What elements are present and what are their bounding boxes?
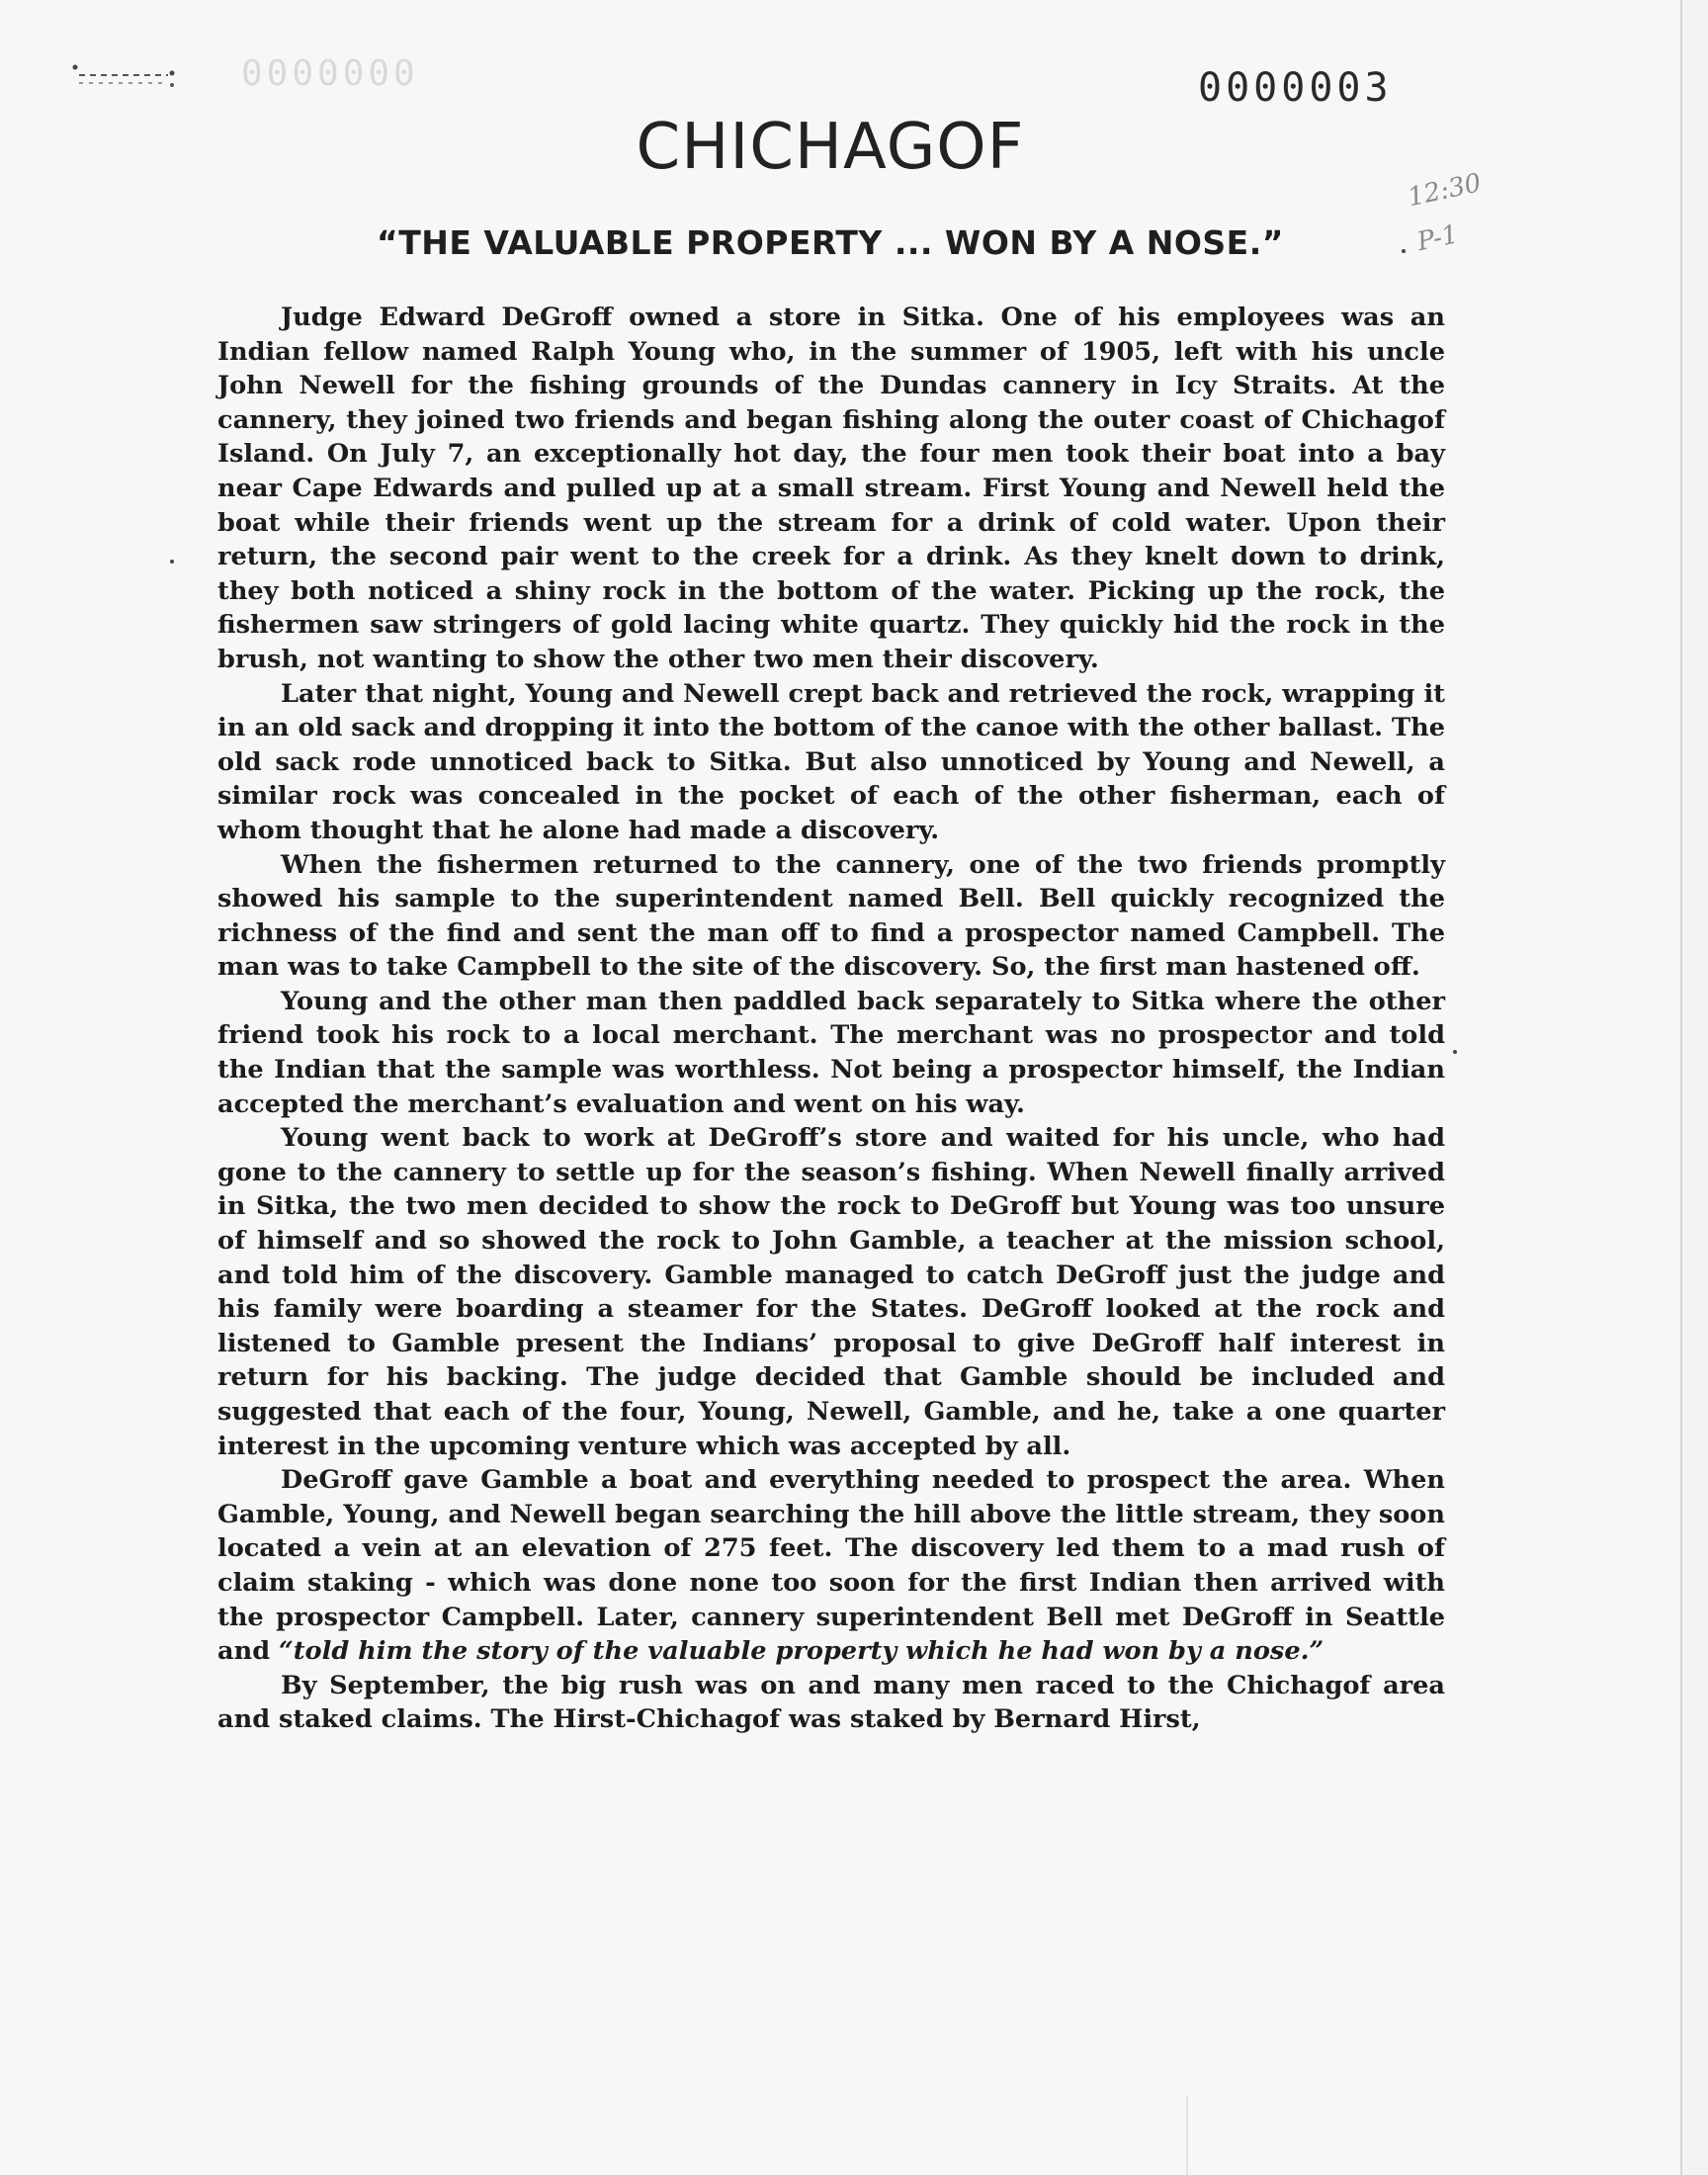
quoted-text: “told him the story of the valuable property which he had won by a nose.” [279, 1636, 1324, 1667]
paragraph: Judge Edward DeGroff owned a store in Sitka. One of his employees was an Indian fellow named Ralph Young who, in the summer of 1905, left with his uncle John Newell for the fishing grounds of the Dundas cannery in Icy Straits. At the cannery, they joined two friends and began fishing along the outer coast of Chichagof Island. On July 7, an exceptionally hot day, the four men took their boat into a bay near Cape Edwards and pulled up at a small stream. First Young and Newell held the boat while their friends went up the stream for a drink of cold water. Upon their return, the second pair went to the creek for a drink. As they knelt down to drink, they both noticed a shiny rock in the bottom of the water. Picking up the rock, the fishermen saw stringers of gold lacing white quartz. They quickly hid the rock in the brush, not wanting to show the other two men their discovery. [217, 303, 1445, 674]
punch-mark-icon [69, 61, 178, 91]
stray-mark [1402, 249, 1406, 253]
paragraph: Later that night, Young and Newell crept back and retrieved the rock, wrapping it in an old sack and dropping it into the bottom of the canoe with the other ballast. The old sack rode unnoticed back to Sitka. But also unnoticed by Young and Newell, a similar rock was concealed in the pocket of each of the other fisherman, each of whom thought that he alone had made a discovery. [217, 678, 1445, 845]
paragraph: Young and the other man then paddled back separately to Sitka where the other friend took his rock to a local merchant. The merchant was no prospector and told the Indian that the sample was worthless. Not being a prospector himself, the Indian accepted the merchant’s evaluation and went on his way. [217, 986, 1445, 1119]
page-title: CHICHAGOF [636, 111, 1025, 184]
paragraph: By September, the big rush was on and many men raced to the Chichagof area and staked claims. The Hirst-Chichagof was staked by Bernard Hirst, [217, 1670, 1445, 1735]
page-subtitle: “THE VALUABLE PROPERTY ... WON BY A NOSE.” [377, 223, 1284, 262]
paragraph-text: DeGroff gave Gamble a boat and everything needed to prospect the area. When Gamble, Young, and Newell began searching the hill above the little stream, they soon located a vein at an elevation of 275 feet. The discovery led them to a mad rush of claim staking - which was done none too soon for the first Indian then arrived with the prospector Campbell. Later, cannery superintendent Bell met DeGroff in Seattle and [217, 1465, 1445, 1667]
paragraph: When the fishermen returned to the cannery, one of the two friends promptly showed his sample to the superintendent named Bell. Bell quickly recognized the richness of the find and sent the man off to find a prospector named Campbell. The man was to take Campbell to the site of the discovery. So, the first man hastened off. [217, 849, 1445, 983]
page-number: 0000003 [1198, 65, 1393, 111]
stray-mark [1453, 1050, 1457, 1054]
margin-note-line: 12:30 [1405, 168, 1485, 214]
stray-mark [170, 560, 174, 564]
scan-artifact-line [1186, 2096, 1188, 2175]
paragraph [217, 1463, 1445, 1669]
article-body [217, 301, 1445, 1737]
paragraph: Young went back to work at DeGroff’s store and waited for his uncle, who had gone to the cannery to settle up for the season’s fishing. When Newell finally arrived in Sitka, the two men decided to show the rock to DeGroff but Young was too unsure of himself and so showed the rock to John Gamble, a teacher at the mission school, and told him of the discovery. Gamble managed to catch DeGroff just the judge and his family were boarding a steamer for the States. DeGroff looked at the rock and listened to Gamble present the Indians’ proposal to give DeGroff half interest in return for his backing. The judge decided that Gamble should be included and suggested that each of the four, Young, Newell, Gamble, and he, take a one quarter interest in the upcoming venture which was accepted by all. [217, 1123, 1445, 1461]
margin-note-line: P-1 [1414, 219, 1461, 258]
faint-page-number: 0000000 [241, 53, 419, 94]
